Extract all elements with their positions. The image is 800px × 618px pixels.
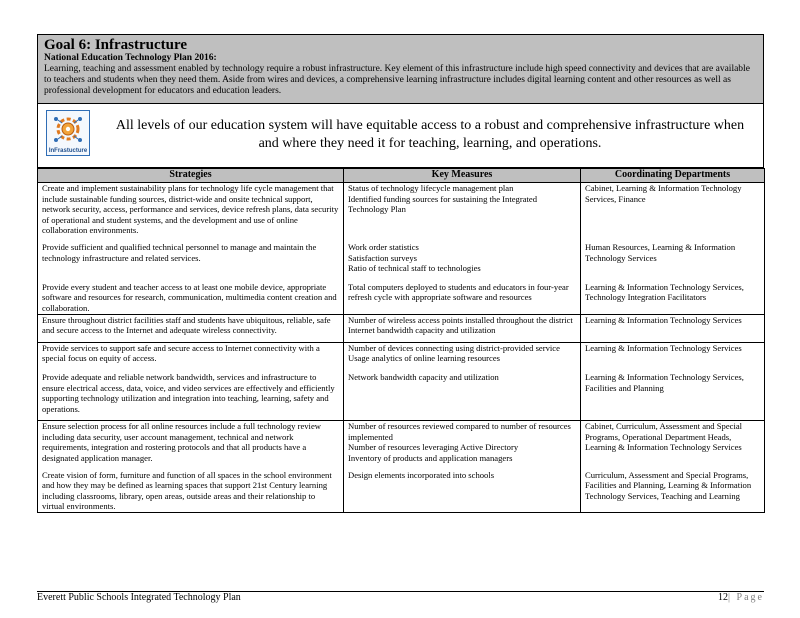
strategy-cell: Provide every student and teacher access to at least one mobile device, appropriate software and resources for research, communication, multimedia content creation and collaboration. [38,282,344,314]
departments-cell: Learning & Information Technology Services, Technology Integration Facilitators [581,282,765,314]
key-measure-item: Number of devices connecting using district-provided service [348,342,560,353]
table-row [38,183,765,242]
strategy-cell: Provide adequate and reliable network bandwidth, services and infrastructure to ensure electrical access, data, voice, and video services are effectively and efficiently supporting technology utilization and integration into teaching, learning, safety and operations. [38,372,344,421]
key-measure-item: Number of resources leveraging Active Directory [348,442,519,453]
key-measure-item: Internet bandwidth capacity and utilization [348,325,496,336]
strategy-cell: Ensure throughout district facilities staff and students have ubiquitous, reliable, safe and secure access to the Internet and adequate wireless connectivity. [38,314,344,342]
key-measure-item: Status of technology lifecycle management plan [348,183,514,193]
key-measure-item: Inventory of products and application managers [348,453,513,464]
goal-title: Goal 6: Infrastructure [44,37,188,53]
key-measures-cell [344,470,581,513]
table-row [38,242,765,282]
table-body [38,183,765,513]
key-measures-cell [344,314,581,342]
page-footer [37,591,764,603]
strategies-table [37,168,765,513]
goal-header [37,34,764,104]
departments-cell: Learning & Information Technology Services [581,314,765,342]
key-measure-item: Network bandwidth capacity and utilization [348,371,499,382]
table-header-row [38,169,765,183]
key-measures-cell [344,421,581,470]
key-measures-cell [344,282,581,314]
key-measure-item: Identified funding sources for sustaining the Integrated Technology Plan [348,193,538,215]
table-row [38,372,765,421]
infrastructure-logo [46,110,90,156]
page-number: 12 [718,592,729,603]
strategy-cell: Create and implement sustainability plans for technology life cycle management that include sustainable funding sources, district-wide and onsite technical support, network security, access, performance and services, device refresh plans, data security of operational and student systems, and the development and use of online collaboration environments. [38,183,344,242]
key-measures-cell [344,342,581,372]
key-measure-item: Work order statistics [348,241,419,252]
goal-description: Learning, teaching and assessment enabled by technology require a robust infrastructure. Key element of this infrastructure include high speed connectivity and devices that are available to teachers and students when they need them. Aside from wires and devices, a comprehensive learning infrastructure includes digital learning content and other resources as well as professional development for educators and education leaders. [44,64,750,96]
column-header-strategies: Strategies [38,169,344,183]
logo-label: InFrastucture [48,148,88,154]
key-measure-item: Number of resources reviewed compared to number of resources implemented [348,421,571,442]
departments-cell: Learning & Information Technology Services, Facilities and Planning [581,372,765,421]
departments-cell: Cabinet, Learning & Information Technology Services, Finance [581,183,765,242]
key-measures-cell [344,372,581,421]
table-row [38,470,765,513]
table-row [38,314,765,342]
strategy-cell: Ensure selection process for all online resources include a full technology review including data security, user account management, technical and network requirements, integration and rostering protocols and that all products have a designated application manager. [38,421,344,470]
column-header-departments: Coordinating Departments [581,169,765,183]
goal-statement: All levels of our education system will have equitable access to a robust and comprehensive infrastructure when and where they need it for teaching, learning, and operations. [115,118,745,151]
page-indicator [718,592,764,604]
departments-cell: Learning & Information Technology Services [581,342,765,372]
departments-cell: Human Resources, Learning & Information Technology Services [581,242,765,282]
key-measure-item: Total computers deployed to students and educators in four-year refresh cycle with appropriate software and resources [348,281,569,303]
key-measures-cell [344,183,581,242]
footer-title: Everett Public Schools Integrated Technology Plan [37,592,241,603]
departments-cell: Curriculum, Assessment and Special Programs, Facilities and Planning, Learning & Information Technology Services, Teaching and Learning [581,470,765,513]
key-measure-item: Usage analytics of online learning resources [348,353,501,364]
key-measure-item: Ratio of technical staff to technologies [348,263,481,274]
gear-icon [47,111,89,147]
goal-subtitle: National Education Technology Plan 2016: [44,53,217,63]
strategy-cell: Provide sufficient and qualified technical personnel to manage and maintain the technology infrastructure and related services. [38,242,344,282]
strategy-cell: Provide services to support safe and secure access to Internet connectivity with a special focus on equity of access. [38,342,344,372]
table-row [38,282,765,314]
column-header-key-measures: Key Measures [344,169,581,183]
table-row [38,421,765,470]
key-measure-item: Satisfaction surveys [348,252,417,263]
strategy-cell: Create vision of form, furniture and function of all spaces in the school environment and how they may be defined as learning spaces that support 21st Century learning including classrooms, library, open areas, outside areas and their relationship to virtual environments. [38,470,344,513]
departments-cell: Cabinet, Curriculum, Assessment and Special Programs, Operational Department Heads, Learning & Information Technology Services [581,421,765,470]
goal-statement-banner [37,104,764,168]
key-measure-item: Design elements incorporated into schools [348,469,495,480]
key-measures-cell [344,242,581,282]
table-row [38,342,765,372]
key-measure-item: Number of wireless access points installed throughout the district [348,314,573,325]
page-word: | Page [728,592,764,603]
